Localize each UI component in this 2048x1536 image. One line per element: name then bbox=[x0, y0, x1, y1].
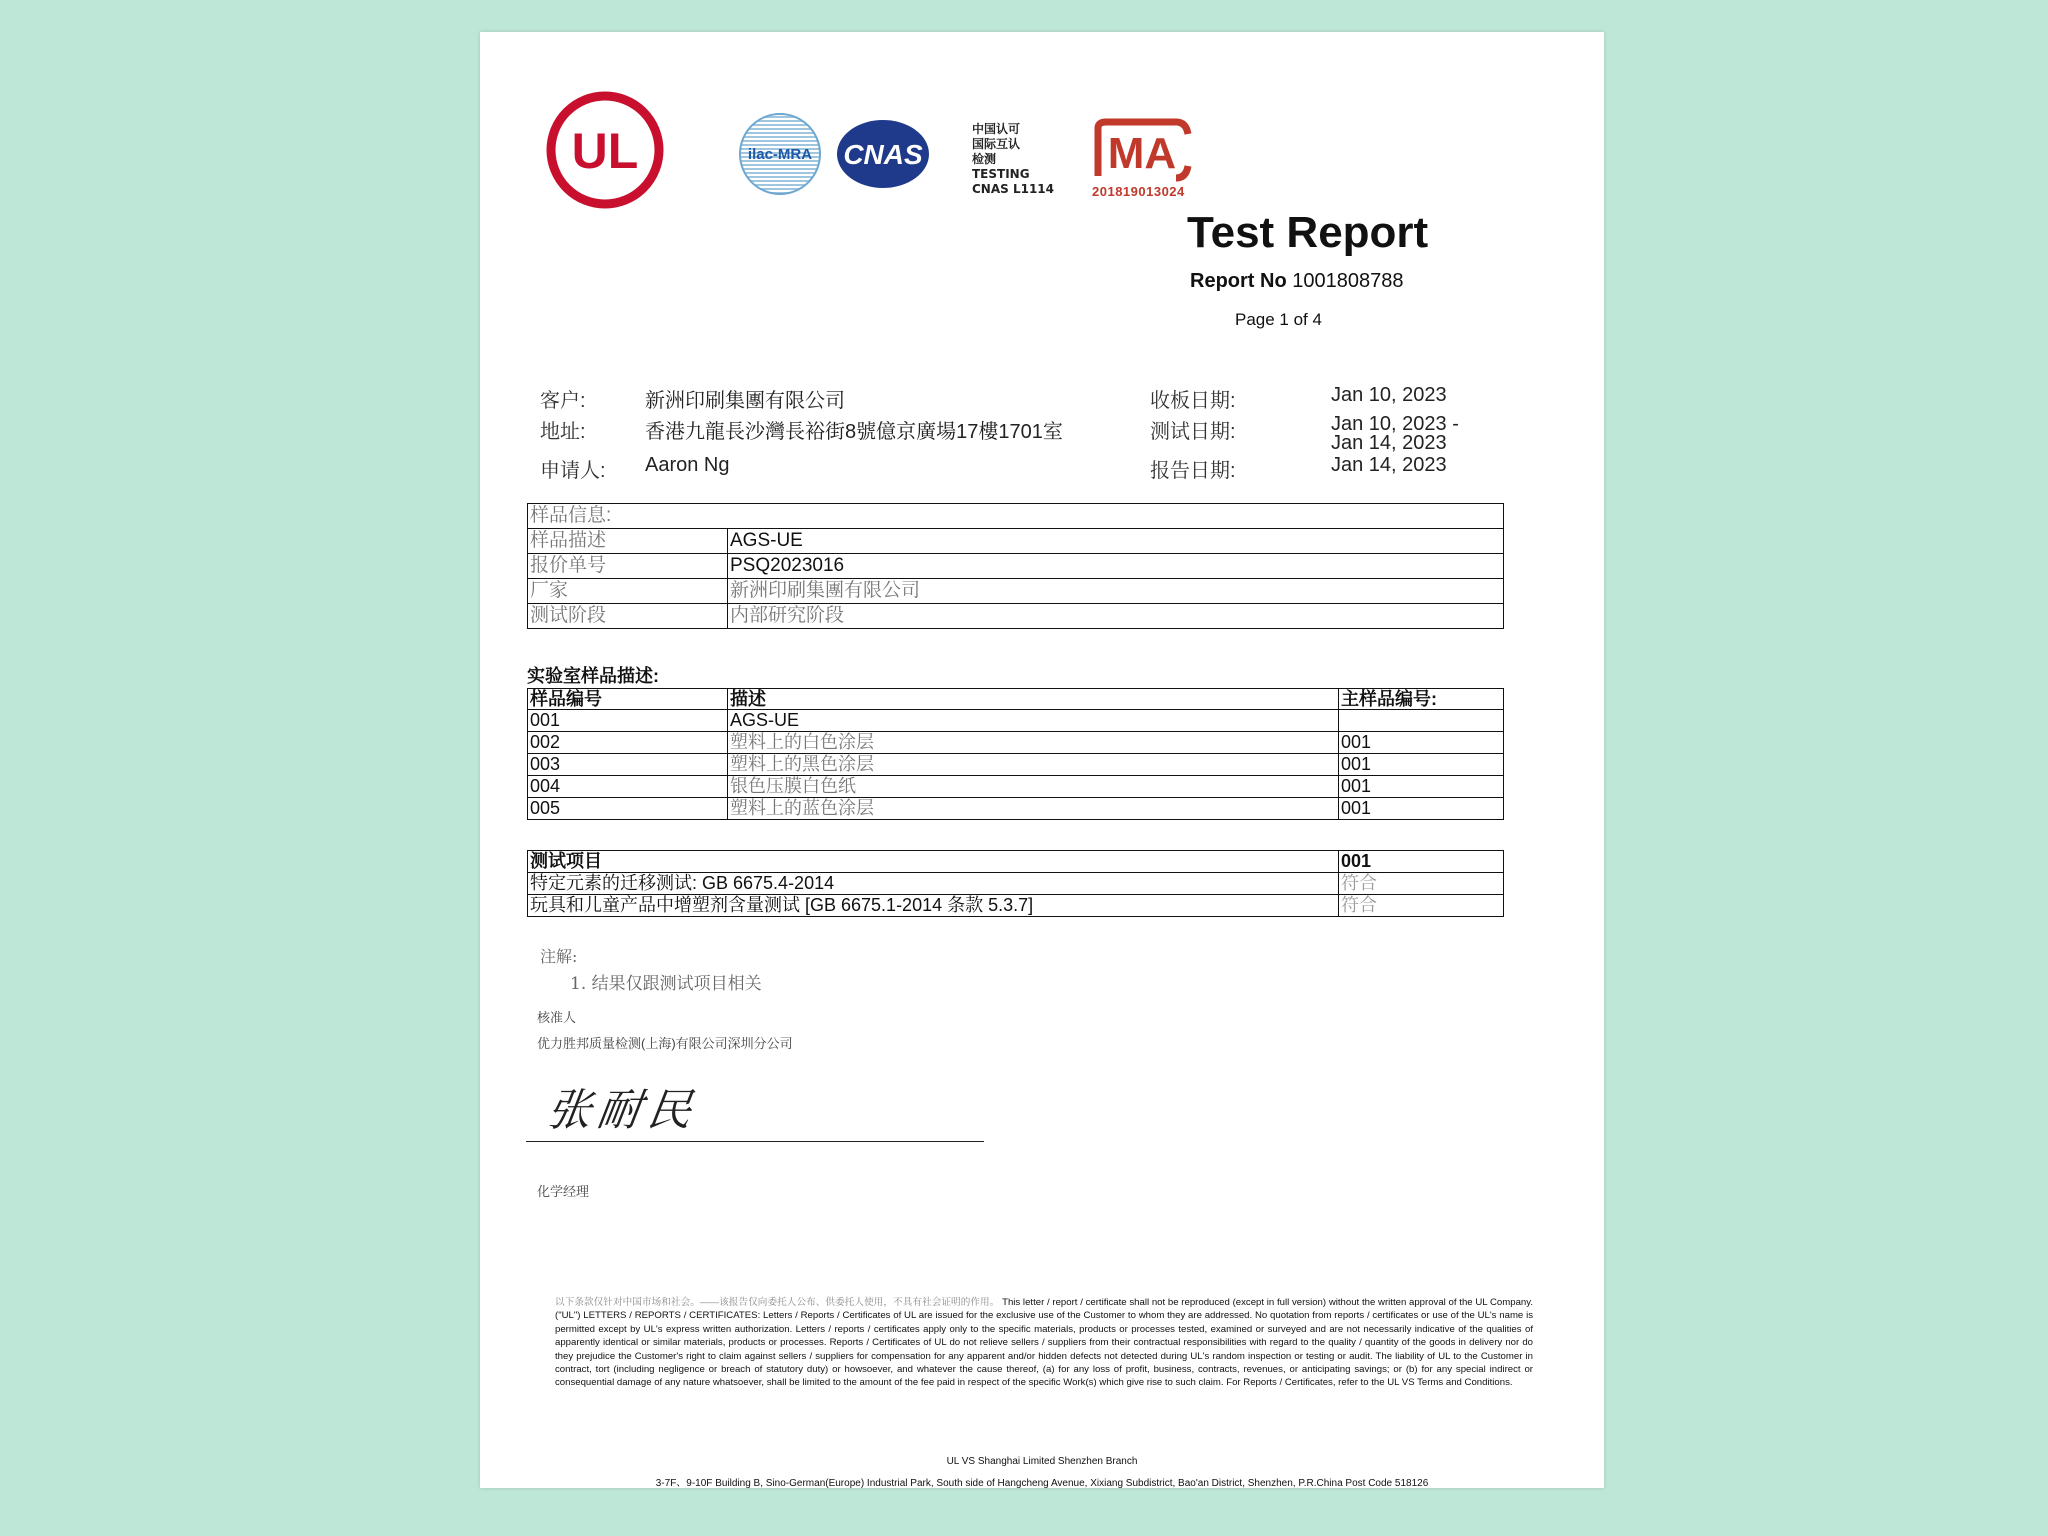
lab-sample-id: 004 bbox=[528, 776, 728, 798]
cnas-accreditation-text bbox=[972, 122, 1054, 197]
address-label: 地址: bbox=[540, 421, 586, 443]
lab-sample-id: 003 bbox=[528, 754, 728, 776]
notes-item: 1. 结果仅跟测试项目相关 bbox=[570, 974, 762, 994]
lab-sample-desc: 塑料上的黑色涂层 bbox=[728, 754, 1339, 776]
test-items-table bbox=[527, 850, 1504, 917]
table-row bbox=[528, 732, 1504, 754]
test-item: 玩具和儿童产品中增塑剂含量测试 [GB 6675.1-2014 条款 5.3.7] bbox=[528, 895, 1339, 917]
svg-text:UL: UL bbox=[571, 123, 639, 179]
cma-logo bbox=[1088, 114, 1196, 190]
address-value: 香港九龍長沙灣長裕街8號億京廣場17樓1701室 bbox=[645, 421, 1063, 443]
cnas-line: CNAS L1114 bbox=[972, 182, 1055, 196]
lab-col-header: 样品编号 bbox=[528, 689, 728, 710]
notes-title: 注解: bbox=[540, 947, 578, 966]
lab-sample-id: 005 bbox=[528, 798, 728, 820]
sample-info-value: AGS-UE bbox=[728, 529, 1504, 554]
footer-address: 3-7F、9-10F Building B, Sino-German(Europe) Industrial Park, South side of Hangcheng Avenue, Xixiang Subdistrict, Bao'an District, Shenzhen, P.R.China Post Code 518126 bbox=[655, 1478, 1429, 1489]
ilac-mra-logo bbox=[738, 112, 822, 196]
approver-company: 优力胜邦质量检测(上海)有限公司深圳分公司 bbox=[537, 1036, 793, 1051]
sample-info-table bbox=[527, 503, 1504, 629]
applicant-label: 申请人: bbox=[540, 460, 606, 482]
report-page bbox=[480, 32, 1604, 1488]
cnas-line: 国际互认 bbox=[972, 137, 1021, 151]
page-info: Page 1 of 4 bbox=[1235, 310, 1322, 329]
table-row bbox=[528, 604, 1504, 629]
lab-sample-desc: 塑料上的白色涂层 bbox=[728, 732, 1339, 754]
sample-info-value: 新洲印刷集團有限公司 bbox=[728, 579, 1504, 604]
received-date-label: 收板日期: bbox=[1150, 390, 1236, 412]
lab-sample-main: 001 bbox=[1339, 732, 1504, 754]
test-date-label: 测试日期: bbox=[1150, 421, 1236, 443]
svg-text:CNAS: CNAS bbox=[843, 139, 923, 170]
lab-samples-table bbox=[527, 688, 1504, 820]
table-row bbox=[528, 873, 1504, 895]
report-title: Test Report bbox=[1187, 208, 1429, 257]
table-row bbox=[528, 529, 1504, 554]
lab-sample-id: 001 bbox=[528, 710, 728, 732]
sample-info-label: 测试阶段 bbox=[528, 604, 728, 629]
table-row bbox=[528, 554, 1504, 579]
test-col-header: 001 bbox=[1339, 851, 1504, 873]
sample-info-label: 样品描述 bbox=[528, 529, 728, 554]
test-date-value bbox=[1331, 415, 1459, 453]
lab-sample-desc: AGS-UE bbox=[728, 710, 1339, 732]
report-number-value: 1001808788 bbox=[1292, 270, 1404, 292]
footer-disclaimer-en: This letter / report / certificate shall not be reproduced (except in full version) without the written approval of the UL Company. ("UL") LETTERS / REPORTS / CERTIFICATES: Letters / Reports / Certificates of UL are issued for the exclusive use of the Customer to whom they are addressed. No quotation from reports / certificates or use of the UL's name is permitted except by UL's express written authorization. Letters / reports / certificates apply only to the specific materials, products or processes tested, examined or surveyed and are not necessarily indicative of the qualities of apparently identical or similar materials, products or processes. Reports / Certificates of UL do not relieve sellers / suppliers from their contractual responsibilities with regard to the quality / quantity of the goods in delivery nor do they prejudice the Customer's right to claim against sellers / suppliers for compensation for any apparent and/or hidden defects not detected during UL's random inspection or testing or audit. The liability of UL to the Customer in contract, tort (including negligence or breach of statutory duty) or howsoever, and whatever the cause thereof, (a) for any loss of profit, business, contracts, revenues, or anticipating savings; or (b) for any special indirect or consequential damage of any nature whatsoever, shall be limited to the amount of the fee paid in respect of the specific Work(s) which give rise to such claim. For Reports / Certificates, refer to the UL VS Terms and Conditions. bbox=[555, 1297, 1533, 1389]
lab-sample-desc: 银色压膜白色纸 bbox=[728, 776, 1339, 798]
lab-sample-main bbox=[1339, 710, 1504, 732]
cnas-line: 中国认可 bbox=[972, 122, 1021, 136]
svg-text:ilac-MRA: ilac-MRA bbox=[747, 146, 813, 163]
cnas-line: 检测 bbox=[972, 152, 997, 166]
lab-col-header: 主样品编号: bbox=[1339, 689, 1504, 710]
lab-sample-main: 001 bbox=[1339, 754, 1504, 776]
cnas-line: TESTING bbox=[972, 167, 1030, 181]
cma-number: 201819013024 bbox=[1092, 184, 1185, 199]
lab-samples-title: 实验室样品描述: bbox=[527, 666, 659, 686]
test-col-header: 测试项目 bbox=[528, 851, 1339, 873]
table-row bbox=[528, 579, 1504, 604]
table-row bbox=[528, 504, 1504, 529]
customer-label: 客户: bbox=[540, 390, 586, 412]
svg-text:MA: MA bbox=[1107, 129, 1177, 178]
footer-disclaimer bbox=[555, 1296, 1533, 1390]
lab-sample-desc: 塑料上的蓝色涂层 bbox=[728, 798, 1339, 820]
table-row bbox=[528, 754, 1504, 776]
table-row bbox=[528, 710, 1504, 732]
report-date-value: Jan 14, 2023 bbox=[1331, 454, 1447, 476]
table-row bbox=[528, 689, 1504, 710]
sample-info-value: PSQ2023016 bbox=[728, 554, 1504, 579]
test-result: 符合 bbox=[1339, 895, 1504, 917]
table-row bbox=[528, 798, 1504, 820]
report-number-label: Report No bbox=[1190, 270, 1287, 292]
signature: 张耐民 bbox=[543, 1085, 701, 1136]
test-item: 特定元素的迁移测试: GB 6675.4-2014 bbox=[528, 873, 1339, 895]
footer-disclaimer-cn: 以下条款仅针对中国市场和社会。——该报告仅向委托人公布、供委托人使用，不具有社会证明的作用。 bbox=[555, 1297, 1000, 1308]
report-date-label: 报告日期: bbox=[1150, 460, 1236, 482]
lab-sample-id: 002 bbox=[528, 732, 728, 754]
approver-position: 化学经理 bbox=[537, 1184, 590, 1199]
table-row bbox=[528, 895, 1504, 917]
customer-value: 新洲印刷集團有限公司 bbox=[645, 390, 845, 412]
footer-branch: UL VS Shanghai Limited Shenzhen Branch bbox=[946, 1456, 1138, 1467]
test-date-start: Jan 10, 2023 - bbox=[1331, 413, 1459, 435]
report-number bbox=[1190, 270, 1403, 293]
signature-line bbox=[526, 1141, 984, 1142]
received-date-value: Jan 10, 2023 bbox=[1331, 384, 1447, 406]
cnas-logo bbox=[835, 118, 931, 190]
lab-sample-main: 001 bbox=[1339, 798, 1504, 820]
sample-info-label: 厂家 bbox=[528, 579, 728, 604]
ul-logo bbox=[545, 90, 665, 210]
sample-info-header: 样品信息: bbox=[528, 504, 1504, 529]
lab-col-header: 描述 bbox=[728, 689, 1339, 710]
table-row bbox=[528, 851, 1504, 873]
test-result: 符合 bbox=[1339, 873, 1504, 895]
applicant-value: Aaron Ng bbox=[645, 454, 730, 476]
table-row bbox=[528, 776, 1504, 798]
sample-info-value: 内部研究阶段 bbox=[728, 604, 1504, 629]
test-date-end: Jan 14, 2023 bbox=[1331, 432, 1447, 454]
approver-label: 核准人 bbox=[537, 1010, 577, 1025]
sample-info-label: 报价单号 bbox=[528, 554, 728, 579]
lab-sample-main: 001 bbox=[1339, 776, 1504, 798]
